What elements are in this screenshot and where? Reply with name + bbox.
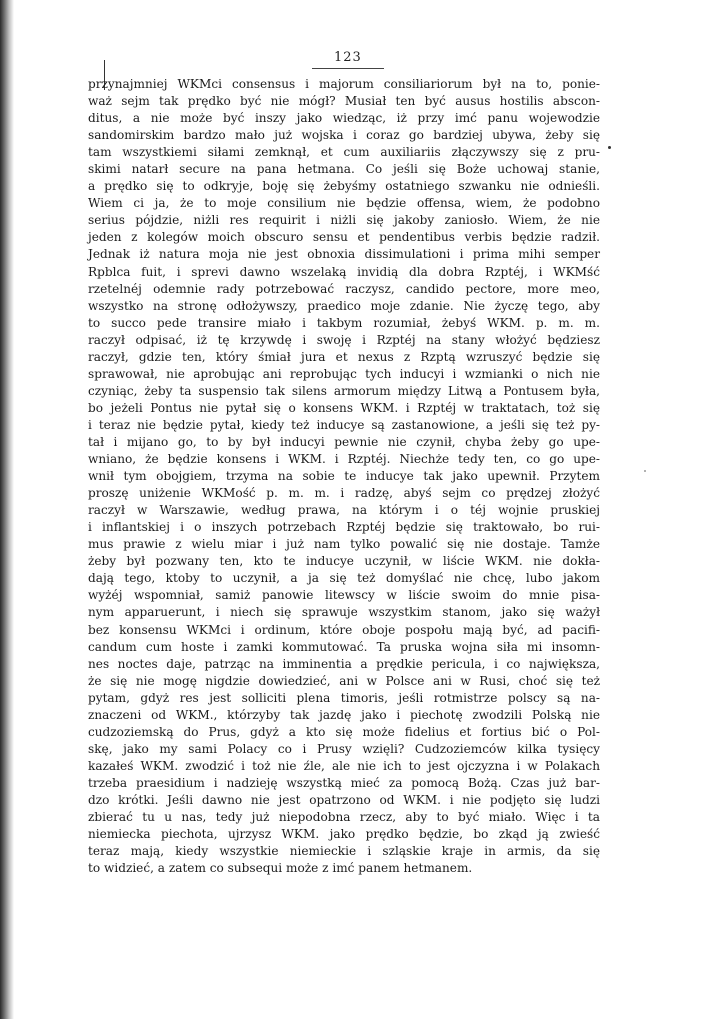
text-line: candum cum hoste i zamki kommutować. Ta pruska wojna siła mi insomn- bbox=[88, 639, 600, 654]
text-line: serius pójdzie, niżli res requirit i niżli się jakoby zaniosło. Wiem, że nie bbox=[88, 213, 600, 228]
text-line: wnił tym obojgiem, trzyma na sobie te inducye tak jako upewnił. Przytem bbox=[88, 469, 600, 484]
text-line: raczył w Warszawie, według prawa, na którym i o téj wojnie pruskiej bbox=[88, 503, 600, 518]
text-line: wszystko na stronę odłożywszy, praedico moje zdanie. Nie życzę tego, aby bbox=[88, 298, 600, 313]
text-line: znaczeni od WKM., którzyby tak jazdę jako i piechotę zwodzili Polską nie bbox=[88, 707, 600, 722]
text-line: i inflantskiej i o inszych potrzebach Rzptéj będzie się traktowało, bo rui- bbox=[88, 520, 600, 535]
text-line: tał i mijano go, to by był inducyi pewnie nie czynił, chyba żeby go upe- bbox=[88, 434, 600, 449]
text-line: wniano, że będzie konsens i WKM. i Rzptéj. Niechże tedy ten, co go upe- bbox=[88, 452, 600, 467]
scan-binding-edge bbox=[0, 0, 14, 1019]
text-line: ditus, a nie może być inszy jako wiedząc, iż przy imć panu wojewodzie bbox=[88, 111, 600, 126]
text-line: Rpblca fuit, i sprevi dawno wszelaką invidią dla dobra Rzptéj, i WKMść bbox=[88, 264, 600, 279]
text-line: niemiecka piechota, ujrzysz WKM. jako prędko będzie, bo zkąd ją zwieść bbox=[88, 827, 600, 842]
text-line: rzetelnéj odemnie rady potrzebować raczysz, candido pectore, more meo, bbox=[88, 281, 600, 296]
text-line: i teraz nie będzie pytał, kiedy też inducye są zastanowione, a jeśli się też py- bbox=[88, 417, 600, 432]
text-line: bez konsensu WKMci i ordinum, które oboje pospołu mają być, ad pacifi- bbox=[88, 622, 600, 637]
text-line: skę, jako my sami Polacy co i Prusy wzięli? Cudzoziemców kilka tysięcy bbox=[88, 741, 600, 756]
text-line: raczył odpisać, iż tę krzywdę i swoję i Rzptéj na stany włożyć będziesz bbox=[88, 332, 600, 347]
text-line: waż sejm tak prędko być nie mógł? Musiał ten być ausus hostilis abscon- bbox=[88, 94, 600, 109]
scan-speck bbox=[644, 470, 646, 472]
text-line: zbierać tu u nas, tedy już niepodobna rzecz, aby to być miało. Więc i ta bbox=[88, 810, 600, 825]
page-number-rule bbox=[312, 68, 384, 69]
text-line: a prędko się to odkryje, boję się żebyśmy ostatniego szwanku nie odnieśli. bbox=[88, 179, 600, 194]
text-line: pytam, gdyż res jest solliciti plena timoris, jeśli rotmistrze polscy są na- bbox=[88, 690, 600, 705]
text-line: Jednak iż natura moja nie jest obnoxia dissimulationi i prima mihi semper bbox=[88, 247, 600, 262]
body-text bbox=[88, 76, 600, 877]
text-line: teraz mają, kiedy wszystkie niemieckie i szląskie kraje in armis, da się bbox=[88, 844, 600, 859]
text-line: raczył, gdzie ten, który śmiał jura et nexus z Rzptą wzruszyć będzie się bbox=[88, 349, 600, 364]
text-line: trzeba praesidium i nadzieję wszystką mieć za pomocą Bożą. Czas już bar- bbox=[88, 775, 600, 790]
text-line: nym apparuerunt, i niech się sprawuje wszystkim stanom, jako się ważył bbox=[88, 605, 600, 620]
text-line: sandomirskim bardzo mało już wojska i coraz go bardziej ubywa, żeby się bbox=[88, 128, 600, 143]
text-line: bo jeżeli Pontus nie pytał się o konsens WKM. i Rzptéj w traktatach, toż się bbox=[88, 400, 600, 415]
text-line: mus prawie z wielu miar i już nam tylko powalić się nie dostaje. Tamże bbox=[88, 537, 600, 552]
text-line: czyniąc, żeby ta suspensio tak silens armorum między Litwą a Pontusem była, bbox=[88, 383, 600, 398]
text-line: żeby był pozwany ten, kto te inducye uczynił, w liście WKM. nie dokła- bbox=[88, 554, 600, 569]
scan-speck bbox=[608, 146, 611, 149]
text-line: skimi natarł secure na pana hetmana. Co jeśli się Boże uchowaj stanie, bbox=[88, 162, 600, 177]
text-line: przynajmniej WKMci consensus i majorum consiliariorum był na to, ponie- bbox=[88, 77, 600, 91]
text-line: cudzoziemską do Prus, gdyż a kto się może fidelius et fortius bić o Pol- bbox=[88, 724, 600, 739]
text-line: dzo krótki. Jeśli dawno nie jest opatrzono od WKM. i nie podjęto się ludzi bbox=[88, 792, 600, 807]
text-line: Wiem ci ja, że to moje consilium nie będzie offensa, wiem, że podobno bbox=[88, 196, 600, 211]
text-line: tam wszystkiemi siłami zemknął, et cum auxiliariis złączywszy się z pru- bbox=[88, 145, 600, 160]
page-number: 123 bbox=[334, 50, 362, 65]
text-line: nes noctes daje, patrząc na imminentia a prędkie pericula, i co największa, bbox=[88, 656, 600, 671]
text-line: to succo pede transire miało i takbym rozumiał, żebyś WKM. p. m. m. bbox=[88, 315, 600, 330]
text-line: to widzieć, a zatem co subsequi może z imć panem hetmanem. bbox=[88, 861, 473, 876]
text-line: że się nie mogę nigdzie dowiedzieć, ani w Polsce ani w Rusi, choć się też bbox=[88, 673, 600, 688]
text-line: jeden z kolegów moich obscuro sensu et pendentibus verbis będzie radził. bbox=[88, 230, 600, 245]
text-line: dają tego, ktoby to uczynił, a ja się też domyślać nie chcę, lubo jakom bbox=[88, 571, 600, 586]
text-line: sprawował, nie aprobując ani reprobując tych inducyi i wzmianki o nich nie bbox=[88, 366, 600, 381]
text-line: kazałeś WKM. zwodzić i toż nie źle, ale nie ich to jest ojczyzna i w Polakach bbox=[88, 758, 600, 773]
text-line: proszę uniżenie WKMość p. m. m. i radzę, abyś sejm co prędzej złożyć bbox=[88, 486, 600, 501]
text-line: wyżéj wspomniał, samiż panowie litewscy w liście swoim do mnie pisa- bbox=[88, 588, 600, 603]
